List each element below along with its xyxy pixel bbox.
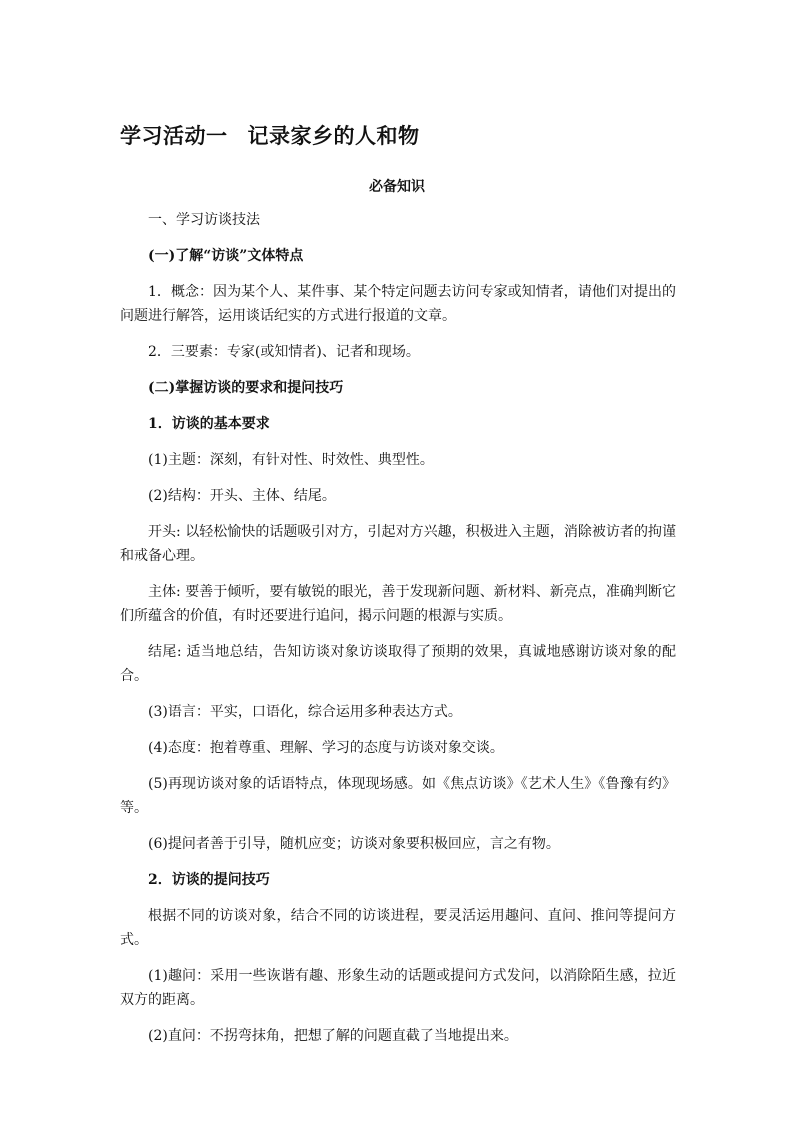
title-part-2: 记录家乡的人和物 <box>247 123 420 148</box>
paragraph: (二)掌握访谈的要求和提问技巧 <box>148 380 344 396</box>
document-body <box>120 208 676 1060</box>
paragraph: 根据不同的访谈对象，结合不同的访谈进程，要灵活运用趣问、直问、推问等提问方式。 <box>120 908 676 948</box>
paragraph: (2)结构：开头、主体、结尾。 <box>148 488 336 504</box>
paragraph: (1)主题：深刻，有针对性、时效性、典型性。 <box>148 452 434 468</box>
paragraph: 1．概念：因为某个人、某件事、某个特定问题去访问专家或知情者，请他们对提出的问题进行解答，运用谈话纪实的方式进行报道的文章。 <box>120 284 676 324</box>
section-subtitle: 必备知识 <box>369 179 425 195</box>
paragraph: 一、学习访谈技法 <box>148 212 260 228</box>
title-part-1: 学习活动一 <box>120 123 228 148</box>
paragraph: (4)态度：抱着尊重、理解、学习的态度与访谈对象交谈。 <box>148 740 504 756</box>
paragraph: 2．三要素：专家(或知情者)、记者和现场。 <box>148 344 420 360</box>
paragraph: (5)再现访谈对象的话语特点，体现现场感。如《焦点访谈》《艺术人生》《鲁豫有约》等。 <box>120 776 676 816</box>
document-title <box>120 120 420 150</box>
paragraph: (1)趣问：采用一些诙谐有趣、形象生动的话题或提问方式发问，以消除陌生感，拉近双方的距离。 <box>120 968 676 1008</box>
paragraph: (一)了解“访谈”文体特点 <box>148 248 304 264</box>
paragraph: (3)语言：平实，口语化，综合运用多种表达方式。 <box>148 704 462 720</box>
paragraph: 2．访谈的提问技巧 <box>148 872 270 888</box>
paragraph: (6)提问者善于引导，随机应变；访谈对象要积极回应，言之有物。 <box>148 836 560 852</box>
paragraph: 1．访谈的基本要求 <box>148 416 270 432</box>
paragraph: 主体: 要善于倾听，要有敏锐的眼光，善于发现新问题、新材料、新亮点，准确判断它们所蕴含的价值，有时还要进行追问，揭示问题的根源与实质。 <box>120 584 676 624</box>
paragraph: 开头: 以轻松愉快的话题吸引对方，引起对方兴趣，积极进入主题，消除被访者的拘谨和戒备心理。 <box>120 524 676 564</box>
paragraph: (2)直问：不拐弯抹角，把想了解的问题直截了当地提出来。 <box>148 1028 518 1044</box>
paragraph: 结尾: 适当地总结，告知访谈对象访谈取得了预期的效果，真诚地感谢访谈对象的配合。 <box>120 644 676 684</box>
